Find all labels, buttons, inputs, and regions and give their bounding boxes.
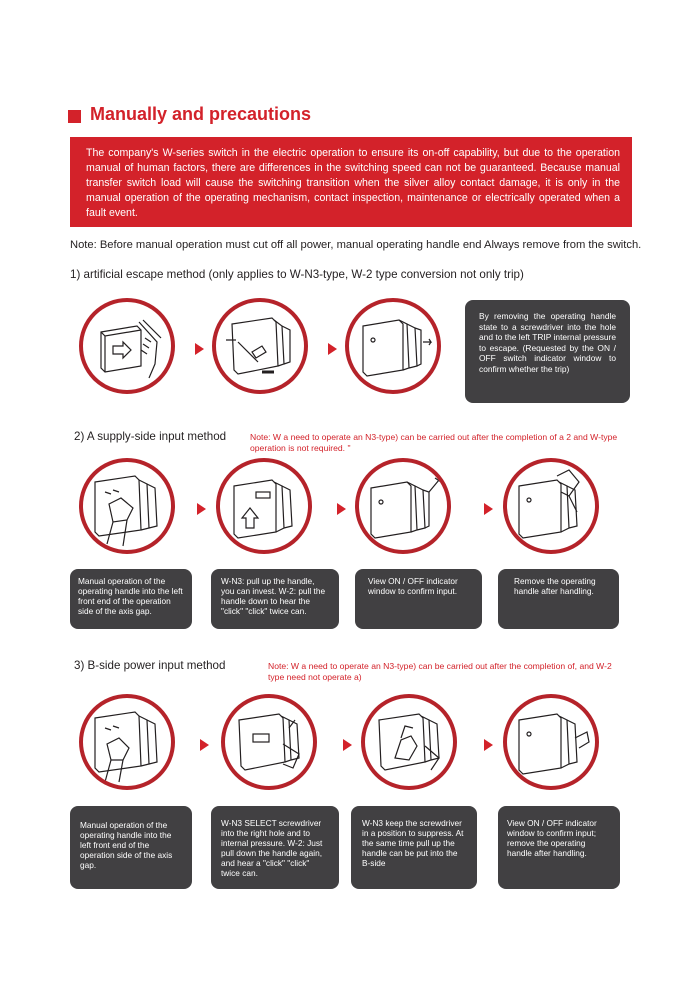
switch-indicator-illustration [349,302,437,390]
switch-indicator-illustration [359,462,447,550]
step-arrow-icon [328,343,337,355]
hand-handle-illustration [83,698,171,786]
screwdriver-illustration [216,302,304,390]
remove-handle-illustration [507,462,595,550]
step2-1-illustration [79,458,175,554]
hand-pull-illustration [365,698,453,786]
step3-4-illustration [503,694,599,790]
step2-3-illustration [355,458,451,554]
step2-2-description: W-N3: pull up the handle, you can invest. W-2: pull the handle down to hear the "click" "click" twice can. [211,569,339,629]
step1-1-illustration [79,298,175,394]
step3-3-illustration [361,694,457,790]
step2-4-description: Remove the operating handle after handling. [498,569,619,629]
intro-text: The company's W-series switch in the electric operation to ensure its on-off capability, but due to the operation manual of human factors, there are differences in the switching speed can not be guaranteed. Because manual transfer switch load will cause the switching transition when the silver alloy contact damage, it is only in the manual operation of the operating mechanism, contact inspection, maintenance or electrically operated when a fault event. [70,137,632,227]
remove-handle-illustration [507,698,595,786]
step3-2-illustration [221,694,317,790]
step1-3-illustration [345,298,441,394]
section3-heading: 3) B-side power input method [74,659,226,672]
step2-1-description: Manual operation of the operating handle into the left front end of the operation side of the axis gap. [70,569,192,629]
step-arrow-icon [197,503,206,515]
section1-heading: 1) artificial escape method (only applies to W-N3-type, W-2 type conversion not only trip) [70,268,524,281]
step1-2-illustration [212,298,308,394]
step3-2-description: W-N3 SELECT screwdriver into the right hole and to internal pressure. W-2: Just pull down the handle again, and hear a "click" "click" twice can. [211,806,339,889]
step3-3-description: W-N3 keep the screwdriver in a position to suppress. At the same time pull up the handle can be put into the B-side [351,806,477,889]
switch-handle-illustration [83,302,171,390]
screwdriver-illustration [225,698,313,786]
step2-4-illustration [503,458,599,554]
title-square-icon [68,110,81,123]
step-arrow-icon [484,739,493,751]
page-title: Manually and precautions [90,104,312,124]
section3-note: Note: W a need to operate an N3-type) can be carried out after the completion of, and W-2 type need not operate a) [268,661,612,682]
section2-heading: 2) A supply-side input method [74,430,227,443]
pull-up-handle-illustration [220,462,308,550]
main-note: Note: Before manual operation must cut off all power, manual operating handle end Always remove from the switch. [70,239,642,251]
step3-4-description: View ON / OFF indicator window to confirm input; remove the operating handle after handling. [498,806,620,889]
step2-3-description: View ON / OFF indicator window to confirm input. [355,569,482,629]
step2-2-illustration [216,458,312,554]
section2-note: Note: W a need to operate an N3-type) can be carried out after the completion of a 2 and W-type operation is not required. " [250,432,618,453]
step-arrow-icon [343,739,352,751]
step-arrow-icon [484,503,493,515]
step-arrow-icon [337,503,346,515]
section1-description: By removing the operating handle state to a screwdriver into the hole and to the left TRIP internal pressure to escape. (Requested by the ON / OFF switch indicator window to confirm whether the trip) [465,300,630,403]
step-arrow-icon [200,739,209,751]
step3-1-illustration [79,694,175,790]
hand-handle-illustration [83,462,171,550]
step3-1-description: Manual operation of the operating handle into the left front end of the operation side of the axis gap. [70,806,192,889]
step-arrow-icon [195,343,204,355]
